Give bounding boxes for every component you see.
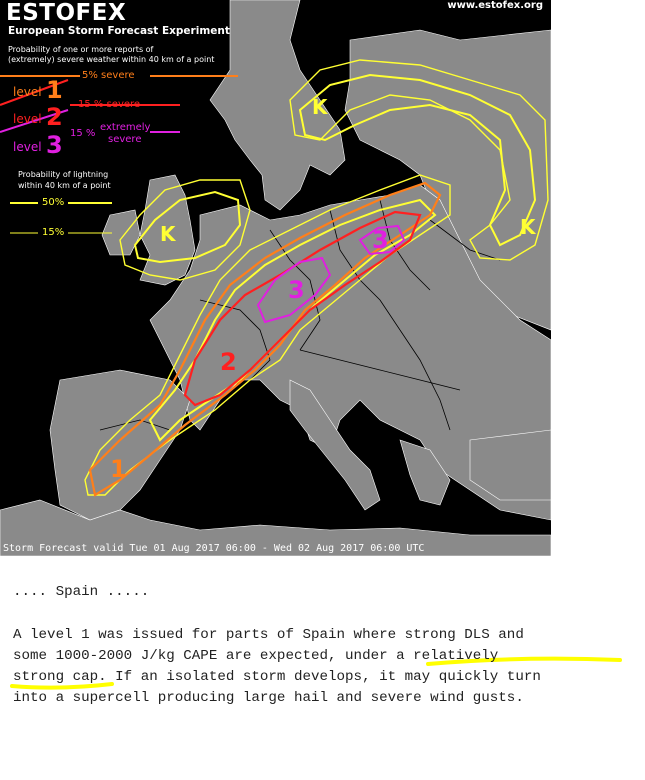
legend-lightning-title-2: within 40 km of a point: [18, 181, 111, 190]
map-label-level2: 2: [220, 348, 237, 376]
legend-level2-word: level: [13, 112, 42, 126]
body-line-3: strong cap. If an isolated storm develops, it may quickly turn: [13, 669, 541, 685]
section-heading: .... Spain .....: [13, 584, 150, 600]
map-label-k-russia: K: [520, 215, 536, 239]
legend-level3-desc-1: extremely: [100, 122, 151, 133]
forecast-validity: Storm Forecast valid Tue 01 Aug 2017 06:00 - Wed 02 Aug 2017 06:00 UTC: [3, 543, 425, 554]
legend-prob-title-2: (extremely) severe weather within 40 km of a point: [8, 55, 215, 64]
legend-level2-num: 2: [46, 103, 63, 131]
map-label-k-scandinavia: K: [312, 95, 328, 119]
legend-level3-word: level: [13, 140, 42, 154]
brand-subtitle: European Storm Forecast Experiment: [8, 25, 230, 37]
brand-title: ESTOFEX: [6, 0, 127, 26]
legend-lightning-15: 15%: [42, 227, 65, 238]
legend-level2-pct: 15 % severe: [78, 99, 141, 110]
body-line-2: some 1000-2000 J/kg CAPE are expected, under a relatively: [13, 648, 499, 664]
legend-level3-num: 3: [46, 131, 63, 159]
legend-prob-title-1: Probability of one or more reports of: [8, 45, 154, 54]
legend-level1-word: level: [13, 85, 42, 99]
body-line-1: A level 1 was issued for parts of Spain where strong DLS and: [13, 627, 524, 643]
map-label-level3-west: 3: [288, 276, 305, 304]
land-iberia: [50, 370, 190, 520]
map-label-level1: 1: [110, 455, 127, 483]
legend-level3-pct: 15 %: [70, 128, 96, 139]
legend-lightning-title-1: Probability of lightning: [18, 170, 109, 179]
site-url: www.estofex.org: [447, 0, 543, 11]
body-line-4: into a supercell producing large hail and severe wind gusts.: [13, 690, 524, 706]
legend-lightning-50: 50%: [42, 197, 65, 208]
legend-level1-num: 1: [46, 76, 63, 104]
legend-level1-pct: 5% severe: [82, 70, 135, 81]
map-label-level3-east: 3: [372, 226, 389, 254]
legend-level3-desc-2: severe: [108, 134, 142, 145]
map-label-k-uk: K: [160, 222, 176, 246]
